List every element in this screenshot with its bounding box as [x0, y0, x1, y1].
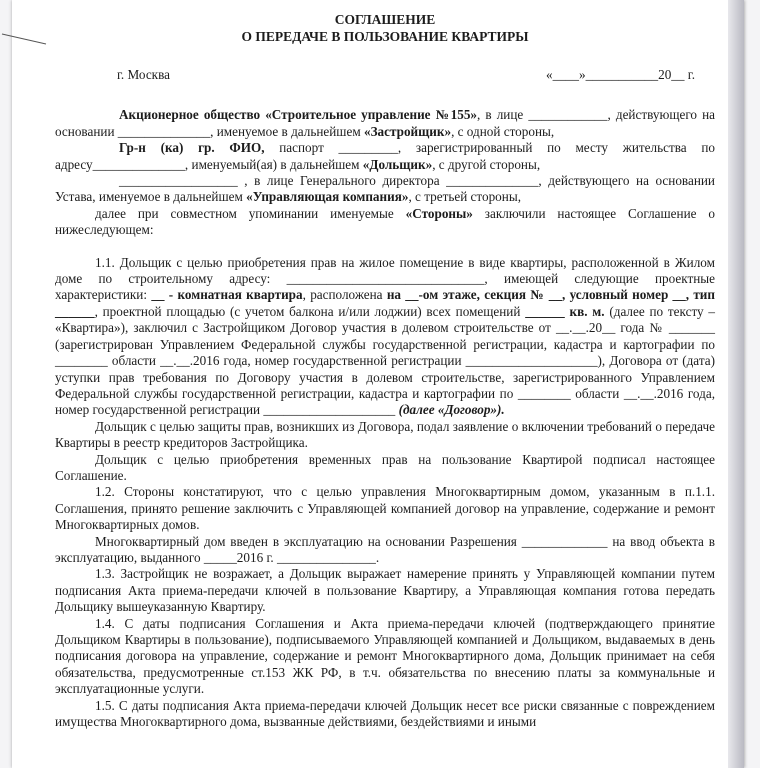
document-title: СОГЛАШЕНИЕ — [334, 12, 436, 27]
document-subtitle: О ПЕРЕДАЧЕ В ПОЛЬЗОВАНИЕ КВАРТИРЫ — [241, 28, 529, 44]
clause-1-1: 1.1. Дольщик с целью приобретения прав на жилое помещение в виде квартиры, расположенной в Жилом доме по строительному адресу: ______________________________, имеющей следующие проектные характеристики: __ - комнатная квартира, расположена на __-ом этаже, секция № __, условный номер __, тип ______, проектной площадью (с учетом балкона и/или лоджии) всех помещений ______ кв. м. (далее по тексту – «Квартира»), заключил с Застройщиком Договор участия в долевом строительстве от __.__.20__ года № _______ (зарегистрирован Управлением Федеральной службы государственной регистрации, кадастра и картографии по ________ области __.__.2016 года, номер государственной регистрации ____________________), Договора от (дата) уступки прав требования по Договору участия в долевом строительстве, зарегистрированного Управлением Федеральной службы государственной регистрации, кадастра и картографии по ________ области __.__.2016 года, номер государственной регистрации ____________________ (далее «Договор»). — [55, 254, 716, 418]
commissioning-paragraph: Многоквартирный дом введен в эксплуатацию на основании Разрешения _____________ на ввод объекта в эксплуатацию, выданного _____2016 г. _______________. — [55, 533, 715, 565]
temp-rights-paragraph: Дольщик с целью приобретения временных прав на пользование Квартирой подписал настоящее Соглашение. — [55, 451, 715, 483]
clause-1-5: 1.5. С даты подписания Акта приема-передачи ключей Дольщик несет все риски связанные с повреждением имущества Многоквартирного дома, вызванные действиями, бездействиями и иными — [55, 697, 715, 730]
clause-1-3: 1.3. Застройщик не возражает, а Дольщик выражает намерение принять у Управляющей компании путем подписания Акта приема-передачи ключей в пользование Квартиру, а Управляющая компания готова передать Дольщику вышеуказанную Квартиру. — [55, 566, 715, 615]
place-date-line — [55, 67, 715, 83]
together-paragraph: далее при совместном упоминании именуемые «Стороны» заключили настоящее Соглашение о нижеследующем: — [55, 205, 715, 238]
clause-1-4: 1.4. С даты подписания Соглашения и Акта приема-передачи ключей (подтверждающего принятие Дольщиком Квартиры в пользование), подписываемого Управляющей компанией и Дольщиком, выдаваемых в день подписания договора на управление, содержание и ремонт Многоквартирного дома, Дольщик принимает на себя обязательства, предусмотренные ст.153 ЖК РФ, в т.ч. обязательства по внесению платы за коммунальные и эксплуатационные услуги. — [55, 615, 715, 697]
shareholder-name: Гр-н (ка) гр. ФИО, — [119, 140, 265, 156]
developer-paragraph: Акционерное общество «Строительное управление №155», в лице ____________, действующего на основании ______________, именуемое в дальнейшем «Застройщик», с одной стороны, — [55, 107, 716, 139]
page-edge-shadow — [728, 0, 744, 768]
manager-paragraph: __________________ , в лице Генерального директора ______________, действующего на основании Устава, именуемое в дальнейшем «Управляющая компания», с третьей стороны, — [55, 173, 715, 205]
stray-pen-mark — [0, 30, 50, 48]
shareholder-paragraph: Гр-н (ка) гр. ФИО, паспорт _________, зарегистрированный по месту жительства по адресу______________, именуемый(ая) в дальнейшем «Дольщик», с другой стороны, — [55, 140, 715, 172]
city: г. Москва — [117, 67, 170, 82]
claim-paragraph: Дольщик с целью защиты прав, возникших из Договора, подал заявление о включении требований о передаче Квартиры в реестр кредиторов Застройщика. — [55, 418, 715, 451]
date-placeholder: «____»___________20__ г. — [546, 67, 695, 82]
developer-name: Акционерное общество «Строительное управление №155» — [119, 107, 478, 123]
clause-1-2: 1.2. Стороны констатируют, что с целью управления Многоквартирным домом, указанным в п.1.1. Соглашения, принято решение заключить с Управляющей компанией договор на управление, содержание и ремонт Многоквартирных домов. — [55, 484, 715, 533]
document-body — [55, 12, 715, 730]
